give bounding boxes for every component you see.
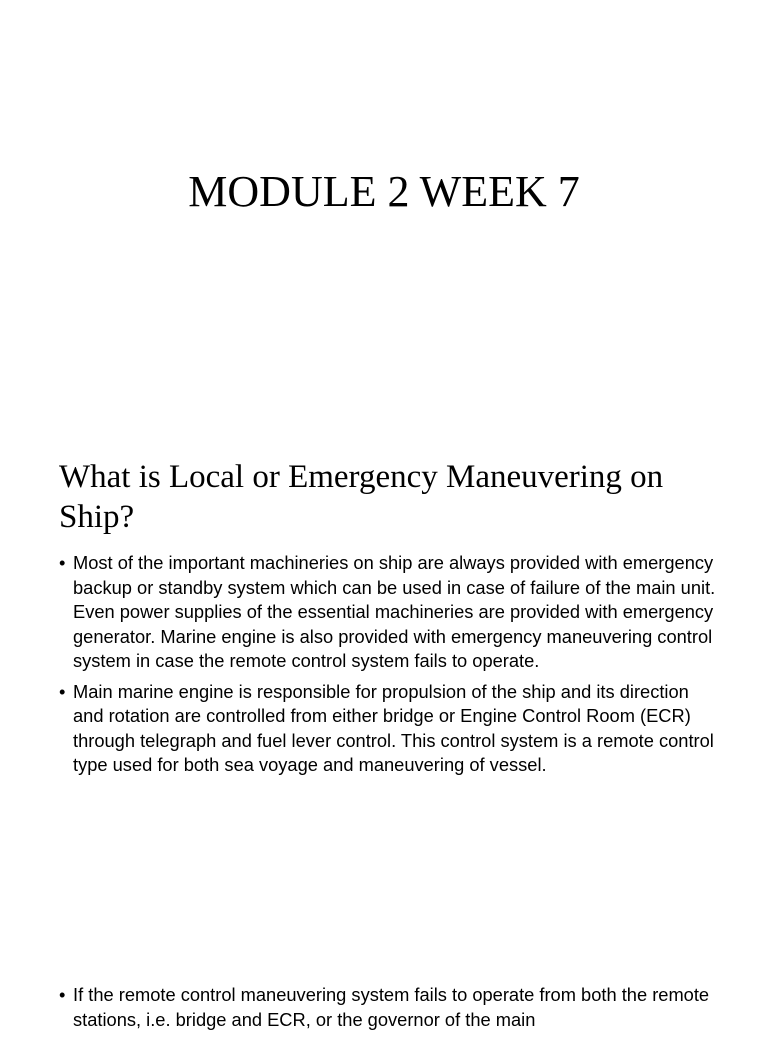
bullet-item: [59, 680, 719, 778]
bullet-dot-icon: •: [59, 984, 66, 1005]
page-title: MODULE 2 WEEK 7: [188, 167, 580, 216]
bullet-item: [59, 983, 719, 1032]
bullet-text: Main marine engine is responsible for propulsion of the ship and its direction and rotation are controlled from either bridge or Engine Control Room (ECR) through telegraph and fuel lever control. This control system is a remote control type used for both sea voyage and maneuvering of vessel.: [73, 680, 714, 775]
section-heading: What is Local or Emergency Maneuvering on Ship?: [59, 459, 664, 535]
bullet-dot-icon: •: [59, 680, 66, 702]
bullet-text: Most of the important machineries on ship are always provided with emergency backup or standby system which can be used in case of failure of the main unit. Even power supplies of the essential machineries are provided with emergency generator. Marine engine is also provided with emergency maneuvering control system in case the remote control system fails to operate.: [73, 552, 716, 671]
bullet-dot-icon: •: [59, 552, 66, 573]
bullet-list: [59, 551, 719, 784]
bullet-text: If the remote control maneuvering system fails to operate from both the remote stations, i.e. bridge and ECR, or the governor of the main: [73, 984, 710, 1030]
bullet-list-continued: [59, 983, 719, 1038]
bullet-item: [59, 551, 719, 674]
